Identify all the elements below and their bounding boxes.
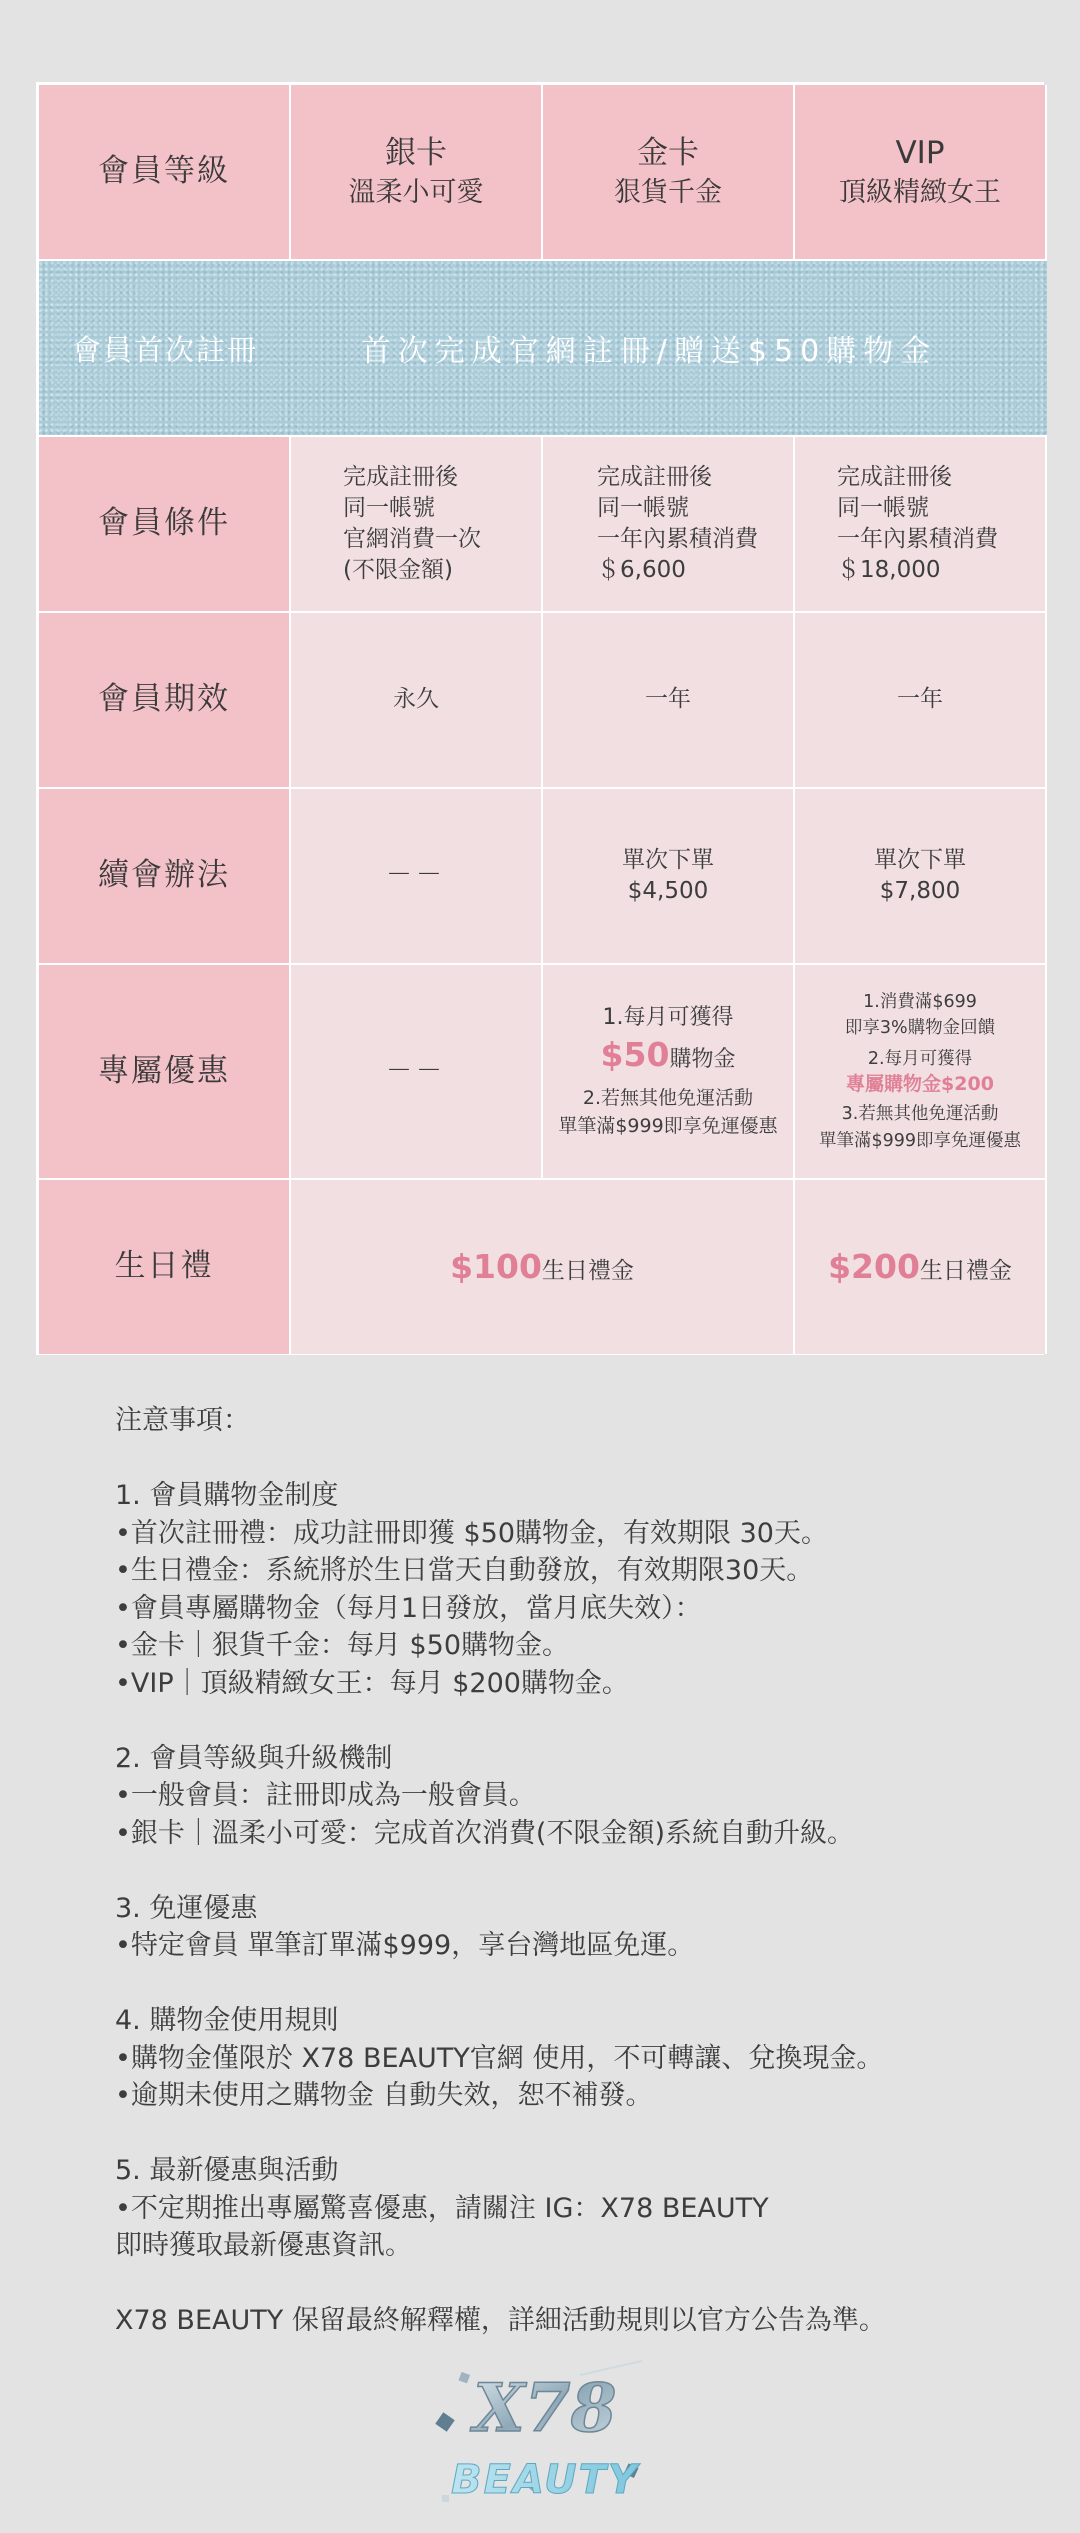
renewal-vip — [795, 789, 1047, 965]
conditions-silver — [291, 437, 543, 613]
birthday-silver-gold — [291, 1180, 795, 1354]
notes-line: •購物金僅限於 X78 BEAUTY官網 使用，不可轉讓、兌換現金。 — [115, 2042, 884, 2074]
tier-silver-name: 銀卡 — [385, 134, 447, 171]
header-label: 會員等級 — [39, 85, 291, 261]
notes-spacer — [115, 1440, 1015, 1478]
tier-vip-name: VIP — [895, 134, 945, 171]
conditions-vip — [795, 437, 1047, 613]
notes-line: •首次註冊禮：成功註冊即獲 $50購物金，有效期限 30天。 — [115, 1517, 828, 1549]
logo-text-beauty: BEAUTY — [451, 2457, 639, 2503]
birthday-silver-gold-text: 生日禮金 — [541, 1257, 634, 1284]
notes-line: •不定期推出專屬驚喜優惠，請關注 IG：X78 BEAUTY — [115, 2192, 769, 2224]
notes-line: •一般會員：註冊即成為一般會員。 — [115, 1780, 536, 1811]
conditions-vip-line: 完成註冊後 — [837, 463, 952, 490]
renewal-gold-line: 單次下單 — [622, 846, 714, 873]
perks-silver — [291, 965, 543, 1180]
tier-silver — [291, 85, 543, 261]
validity-gold: 一年 — [543, 613, 795, 789]
perks-vip — [795, 965, 1047, 1180]
validity-vip: 一年 — [795, 613, 1047, 789]
perks-vip-line2: 即享3%購物金回饋 — [844, 1018, 996, 1039]
perks-label: 專屬優惠 — [39, 965, 291, 1180]
notes-line: •會員專屬購物金（每月1日發放，當月底失效）： — [115, 1592, 702, 1624]
birthday-vip — [795, 1180, 1047, 1354]
tier-vip-title: 頂級精緻女王 — [839, 176, 1001, 208]
perks-gold-line3: 2.若無其他免運活動 — [582, 1087, 754, 1110]
perks-vip-line1: 1.消費滿$699 — [863, 992, 977, 1013]
notes-line: X78 BEAUTY 保留最終解釋權，詳細活動規則以官方公告為準。 — [115, 2305, 886, 2336]
conditions-gold — [543, 437, 795, 613]
conditions-silver-line: (不限金額) — [343, 557, 453, 584]
perks-gold — [543, 965, 795, 1180]
notes-line: •特定會員 單筆訂單滿$999，享台灣地區免運。 — [115, 1930, 695, 1961]
validity-label: 會員期效 — [39, 613, 291, 789]
birthday-label: 生日禮 — [39, 1180, 291, 1354]
conditions-vip-line: ＄18,000 — [837, 557, 941, 584]
tier-silver-title: 溫柔小可愛 — [348, 176, 484, 208]
notes-line: •金卡｜狠貨千金：每月 $50購物金。 — [115, 1630, 570, 1661]
birthday-vip-text: 生日禮金 — [919, 1257, 1012, 1284]
validity-silver: 永久 — [291, 613, 543, 789]
conditions-gold-line: 一年內累積消費 — [597, 526, 758, 552]
birthday-vip-amount: $200 — [828, 1246, 920, 1286]
perks-gold-line1: 1.每月可獲得 — [602, 1004, 734, 1030]
notes-line: 3. 免運優惠 — [115, 1892, 258, 1924]
notes-spacer — [115, 1965, 1015, 2003]
perks-vip-line6: 單筆滿$999即享免運優惠 — [818, 1130, 1022, 1151]
renewal-gold-amount: $4,500 — [627, 878, 709, 904]
conditions-silver-line: 同一帳號 — [343, 494, 435, 521]
tier-gold-name: 金卡 — [637, 134, 699, 171]
perks-silver-dash: －－ — [385, 1055, 446, 1086]
registration-band — [39, 261, 1047, 437]
x78-beauty-logo — [430, 2355, 660, 2525]
membership-table — [36, 82, 1044, 1355]
notes-spacer — [115, 1852, 1015, 1890]
perks-vip-line3: 2.每月可獲得 — [867, 1048, 973, 1069]
conditions-vip-line: 一年內累積消費 — [837, 526, 998, 552]
registration-text: 首次完成官網註冊/贈送$50購物金 — [360, 334, 938, 369]
conditions-gold-line: ＄6,600 — [597, 557, 686, 584]
tier-gold-title: 狠貨千金 — [614, 176, 722, 208]
perks-vip-line5: 3.若無其他免運活動 — [841, 1104, 999, 1125]
birthday-silver-gold-row — [450, 1245, 634, 1290]
logo-text-x78: X78 — [473, 2369, 617, 2447]
conditions-gold-line: 完成註冊後 — [597, 463, 712, 490]
renewal-vip-line: 單次下單 — [874, 846, 966, 873]
conditions-silver-line: 官網消費一次 — [343, 526, 481, 552]
birthday-vip-row — [828, 1245, 1012, 1290]
notes-spacer — [115, 2115, 1015, 2153]
perks-gold-amount: $50 — [600, 1034, 670, 1074]
notes-spacer — [115, 1702, 1015, 1740]
renewal-vip-amount: $7,800 — [879, 878, 961, 904]
notes-line: •銀卡｜溫柔小可愛：完成首次消費(不限金額)系統自動升級。 — [115, 1817, 854, 1849]
notes-line: •生日禮金：系統將於生日當天自動發放，有效期限30天。 — [115, 1555, 814, 1586]
notes-line: 5. 最新優惠與活動 — [115, 2155, 339, 2186]
perks-gold-line4: 單筆滿$999即享免運優惠 — [558, 1114, 778, 1137]
conditions-label: 會員條件 — [39, 437, 291, 613]
notes-line: 2. 會員等級與升級機制 — [115, 1742, 393, 1774]
conditions-gold-line: 同一帳號 — [597, 494, 689, 521]
notes-line: 1. 會員購物金制度 — [115, 1480, 339, 1511]
notes-line: 即時獲取最新優惠資訊。 — [115, 2230, 412, 2261]
perks-gold-amount-row — [601, 1033, 736, 1078]
birthday-silver-gold-amount: $100 — [450, 1246, 542, 1286]
notes-line: 4. 購物金使用規則 — [115, 2005, 339, 2036]
registration-label: 會員首次註冊 — [71, 332, 258, 367]
tier-vip — [795, 85, 1047, 261]
conditions-vip-line: 同一帳號 — [837, 494, 929, 521]
notes-spacer — [115, 2265, 1015, 2303]
notes-section — [115, 1402, 1015, 2340]
renewal-silver-dash: －－ — [385, 860, 446, 891]
perks-vip-line4: 專屬購物金$200 — [846, 1072, 994, 1095]
notes-line: •VIP｜頂級精緻女王：每月 $200購物金。 — [115, 1667, 629, 1699]
renewal-silver — [291, 789, 543, 965]
perks-gold-amount-suffix: 購物金 — [669, 1046, 736, 1072]
renewal-gold — [543, 789, 795, 965]
tier-gold — [543, 85, 795, 261]
notes-line: •逾期未使用之購物金 自動失效，恕不補發。 — [115, 2080, 653, 2111]
renewal-label: 續會辦法 — [39, 789, 291, 965]
conditions-silver-line: 完成註冊後 — [343, 463, 458, 490]
notes-line: 注意事項： — [115, 1405, 250, 1436]
